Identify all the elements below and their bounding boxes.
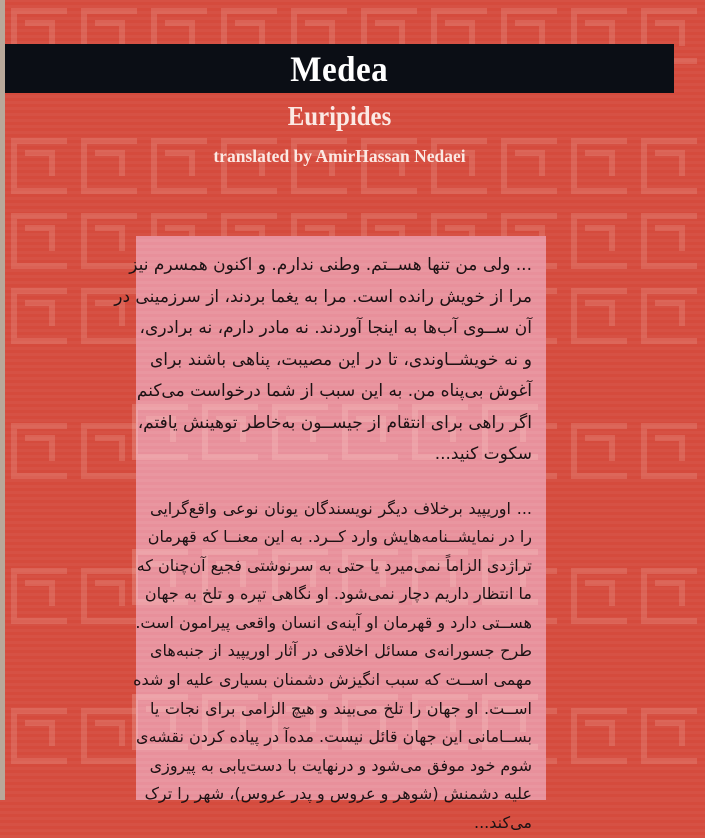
title-band <box>5 44 674 93</box>
description-line: ما انتظار داریم دچار نمی‌شود. او نگاهی تیره و تلخ به جهان <box>144 584 532 604</box>
quote-line: ... ولی من تنها هســتم. وطنی ندارم. و اکنون همسرم نیز <box>129 255 532 275</box>
quote-line: آن ســوی آب‌ها به اینجا آوردند. نه مادر دارم، نه برادری، <box>139 318 532 338</box>
quote-line: آغوش بی‌پناه من. به این سبب از شما درخواست می‌کنم <box>136 381 532 401</box>
description-paragraph <box>133 495 532 838</box>
description-line: را در نمایشــنامه‌هایش وارد کــرد. به این معنــا که قهرمان <box>147 527 532 547</box>
quote-line: اگر راهی برای انتقام از جیســون به‌خاطر توهینش یافتم، <box>137 412 532 433</box>
description-line: تراژدی الزاماً نمی‌میرد یا حتی به سرنوشتی فجیع آن‌چنان که <box>136 555 532 575</box>
blurb-panel <box>114 236 546 833</box>
description-line: مهمی اســت که سبب انگیزش دشمنان بسیاری علیه او شده <box>133 670 532 690</box>
book-title: Medea <box>290 48 389 89</box>
description-line: هســتی دارد و قهرمان او آینه‌ی انسان واقعی پیرامون است. <box>135 612 532 632</box>
description-line: می‌کند... <box>473 813 532 833</box>
quote-line: مرا از خویش رانده است. مرا به یغما بردند، از سرزمینی در <box>114 286 532 307</box>
description-line: شوم خود موفق می‌شود و درنهایت با دست‌یابی به پیروزی <box>149 755 532 775</box>
cover-edge-strip <box>0 0 5 800</box>
quote-paragraph <box>114 250 532 471</box>
description-line: طرح جسورانه‌ی مسائل اخلاقی در آثار اوریپید از جنبه‌های <box>150 641 532 661</box>
description-line: علیه دشمنش (شوهر و عروس و پدر عروس)، شهر را ترک <box>144 784 532 804</box>
quote-line: سکوت کنید... <box>434 444 532 464</box>
author-name: Euripides <box>287 101 392 131</box>
description-line: اســت. او جهان را تلخ می‌بیند و هیچ الزامی برای نجات یا <box>150 698 532 718</box>
translator-credit: translated by AmirHassan Nedaei <box>213 146 466 166</box>
quote-line: و نه خویشــاوندی، تا در این مصیبت، پناهی باشند برای <box>150 349 532 370</box>
description-line: ... اوریپید برخلاف دیگر نویسندگان یونان نوعی واقع‌گرایی <box>150 498 532 518</box>
description-line: بســامانی این جهان قائل نیست. مده‌آ در پیاده کردن نقشه‌ی <box>136 727 532 747</box>
